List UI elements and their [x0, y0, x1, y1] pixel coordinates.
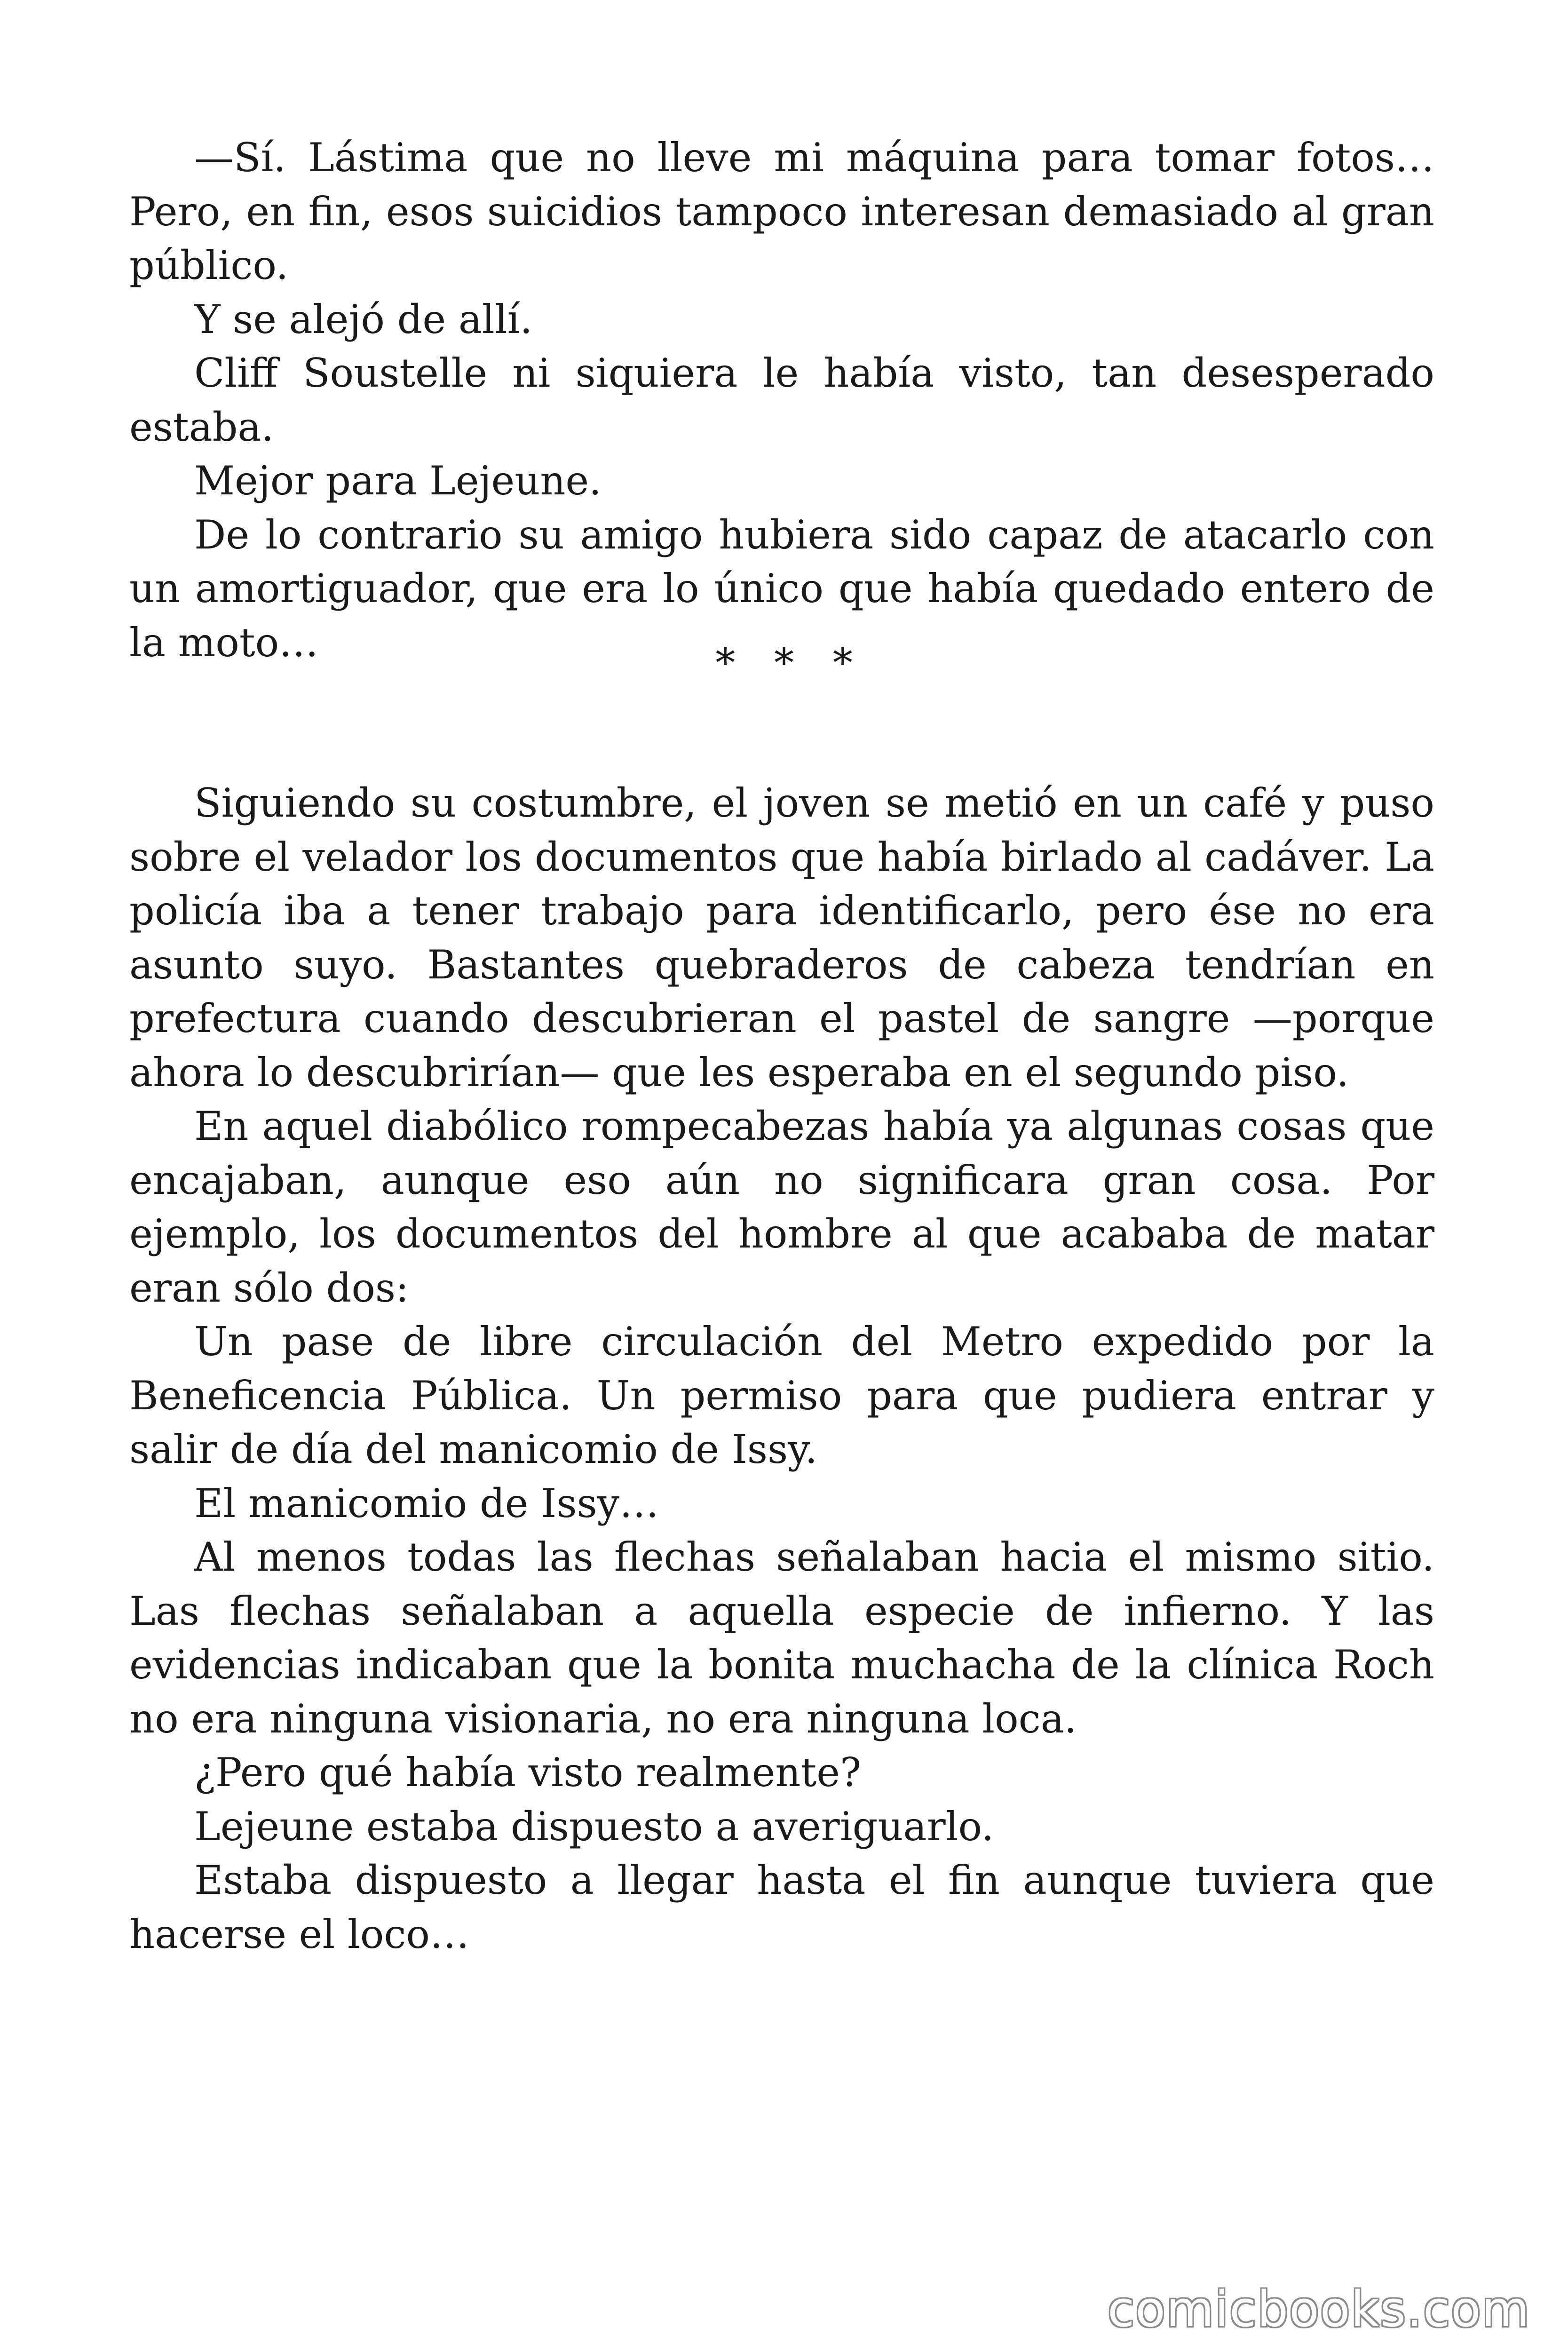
paragraph: Al menos todas las flechas señalaban hacia el mismo sitio. Las flechas señalaban a aquella especie de infierno. Y las evidencias indicaban que la bonita muchacha de la clínica Roch no era ninguna visionaria, no era ninguna loca. [129, 1534, 1434, 1742]
paragraph: ¿Pero qué había visto realmente? [194, 1749, 862, 1796]
paragraph: Mejor para Lejeune. [194, 458, 602, 504]
watermark-text: comicbooks.com [1107, 2280, 1530, 2338]
paragraph: —Sí. Lástima que no lleve mi máquina para tomar fotos… Pero, en fin, esos suicidios tampoco interesan demasiado al gran público. [129, 135, 1434, 288]
text-section-1 [129, 131, 1434, 669]
paragraph: Un pase de libre circulación del Metro expedido por la Beneficencia Pública. Un permiso para que pudiera entrar y salir de día del manicomio de Issy. [129, 1319, 1434, 1472]
paragraph: Estaba dispuesto a llegar hasta el fin aunque tuviera que hacerse el loco… [129, 1857, 1434, 1957]
paragraph: En aquel diabólico rompecabezas había ya algunas cosas que encajaban, aunque eso aún no significara gran cosa. Por ejemplo, los documentos del hombre al que acababa de matar eran sólo dos: [129, 1103, 1434, 1311]
paragraph: Siguiendo su costumbre, el joven se metió en un café y puso sobre el velador los documentos que había birlado al cadáver. La policía iba a tener trabajo para identificarlo, pero ése no era asunto suyo. Bastantes quebraderos de cabeza tendrían en prefectura cuando descubrieran el pastel de sangre —porque ahora lo descubrirían— que les esperaba en el segundo piso. [129, 780, 1434, 1096]
paragraph: De lo contrario su amigo hubiera sido capaz de atacarlo con un amortiguador, que era lo único que había quedado entero de la moto… [129, 511, 1434, 666]
paragraph: Y se alejó de allí. [194, 296, 533, 342]
paragraph: El manicomio de Issy… [194, 1480, 659, 1526]
text-section-2 [129, 776, 1434, 1961]
paragraph: Lejeune estaba dispuesto a averiguarlo. [194, 1803, 994, 1850]
section-separator: * * * [715, 640, 866, 686]
paragraph: Cliff Soustelle ni siquiera le había visto, tan desesperado estaba. [129, 350, 1434, 450]
